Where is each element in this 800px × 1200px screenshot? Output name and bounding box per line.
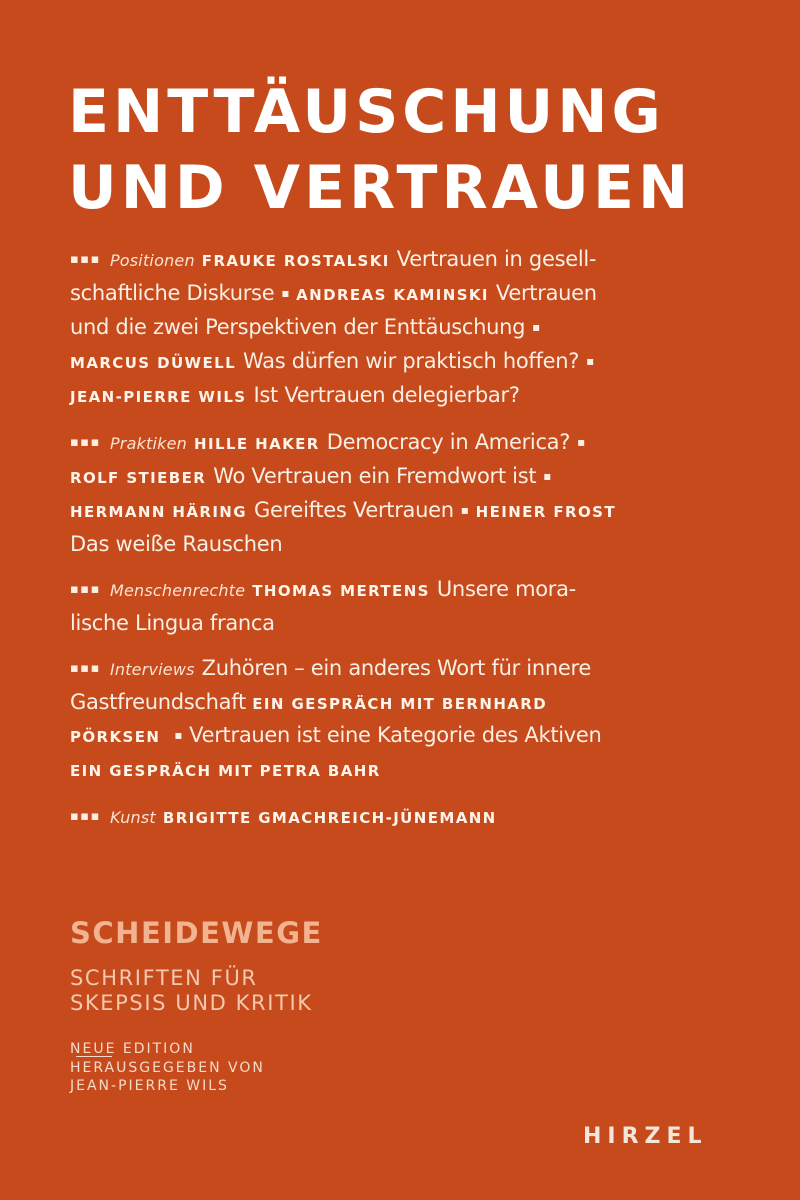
section-interviews [70,653,720,787]
separator-icon: ▪ [174,728,183,742]
section-marker-icon: ▪▪▪ [70,252,101,267]
author-name: ANDREAS KAMINSKI [296,286,489,304]
toc-line [70,495,720,529]
toc-line [70,346,720,380]
separator-icon: ▪ [586,354,594,368]
table-of-contents [70,244,720,849]
article-title: Democracy in America? [326,430,571,454]
edition-rule [76,1056,112,1057]
article-title: Gereiftes Vertrauen [253,498,454,522]
article-title: Vertrauen [495,281,597,305]
series-subtitle-line-1: SCHRIFTEN FÜR [70,966,258,990]
author-name: THOMAS MERTENS [252,582,430,600]
author-name: BRIGITTE GMACHREICH-JÜNEMANN [162,809,497,827]
interview-credit: PÖRKSEN [70,728,161,746]
toc-line [70,529,720,560]
section-marker-icon: ▪▪▪ [70,661,101,676]
author-name: ROLF STIEBER [70,469,207,487]
toc-line [70,720,720,754]
edition-label: NEUE EDITION [70,1041,195,1057]
article-title: und die zwei Perspektiven der Enttäuschung [70,315,526,339]
toc-line [70,801,720,835]
article-title: Was dürfen wir praktisch hoffen? [243,349,580,373]
article-title: Das weiße Rauschen [70,532,283,556]
author-name: HERMANN HÄRING [70,503,247,521]
title-line-2: UND VERTRAUEN [68,153,693,223]
toc-line [70,653,720,687]
separator-icon: ▪ [543,469,552,483]
author-name: HEINER FROST [475,503,616,521]
toc-line [70,244,720,278]
separator-icon: ▪ [281,286,290,300]
section-label: Menschenrechte [109,581,246,600]
toc-line [70,278,720,312]
book-title [68,74,768,226]
author-name: MARCUS DÜWELL [70,354,237,372]
article-title: Gastfreundschaft [70,690,246,714]
title-line-1: ENTTÄUSCHUNG [68,77,665,147]
author-name: HILLE HAKER [194,435,320,453]
series-subtitle [70,966,313,1016]
author-name: FRAUKE ROSTALSKI [201,252,390,270]
toc-line [70,608,720,639]
interview-credit: EIN GESPRÄCH MIT PETRA BAHR [70,762,381,780]
article-title: lische Lingua franca [70,611,275,635]
toc-line [70,574,720,608]
separator-icon: ▪ [532,320,541,334]
section-menschenrechte [70,574,720,639]
section-kunst [70,801,720,835]
article-title: Ist Vertrauen delegierbar? [253,383,520,407]
section-marker-icon: ▪▪▪ [70,582,101,597]
edition-line-2: HERAUSGEGEBEN VON [70,1060,265,1076]
edition-info [70,1040,265,1095]
toc-line [70,380,720,413]
article-title: Vertrauen ist eine Kategorie des Aktiven [189,723,602,747]
toc-line [70,461,720,495]
section-label: Praktiken [109,434,188,453]
edition-line-3: JEAN-PIERRE WILS [70,1078,229,1094]
interview-credit: EIN GESPRÄCH MIT BERNHARD [252,695,548,713]
section-positionen [70,244,720,413]
section-marker-icon: ▪▪▪ [70,435,101,450]
publisher-logo: HIRZEL [583,1124,708,1149]
section-label: Interviews [109,660,195,679]
section-label: Kunst [109,808,156,827]
series-name: SCHEIDEWEGE [70,916,323,950]
article-title: Unsere mora- [436,577,576,601]
edition-line-1 [70,1040,265,1059]
toc-line [70,427,720,461]
toc-line [70,687,720,720]
toc-line [70,754,720,787]
article-title: Vertrauen in gesell- [396,247,597,271]
separator-icon: ▪ [460,503,469,517]
section-label: Positionen [109,251,195,270]
section-praktiken [70,427,720,560]
article-title: Zuhören – ein anderes Wort für innere [201,656,591,680]
toc-line [70,312,720,346]
article-title: schaftliche Diskurse [70,281,275,305]
series-subtitle-line-2: SKEPSIS UND KRITIK [70,991,313,1015]
author-name: JEAN-PIERRE WILS [70,388,247,406]
article-title: Wo Vertrauen ein Fremdwort ist [213,464,537,488]
section-marker-icon: ▪▪▪ [70,809,101,824]
separator-icon: ▪ [577,435,585,449]
